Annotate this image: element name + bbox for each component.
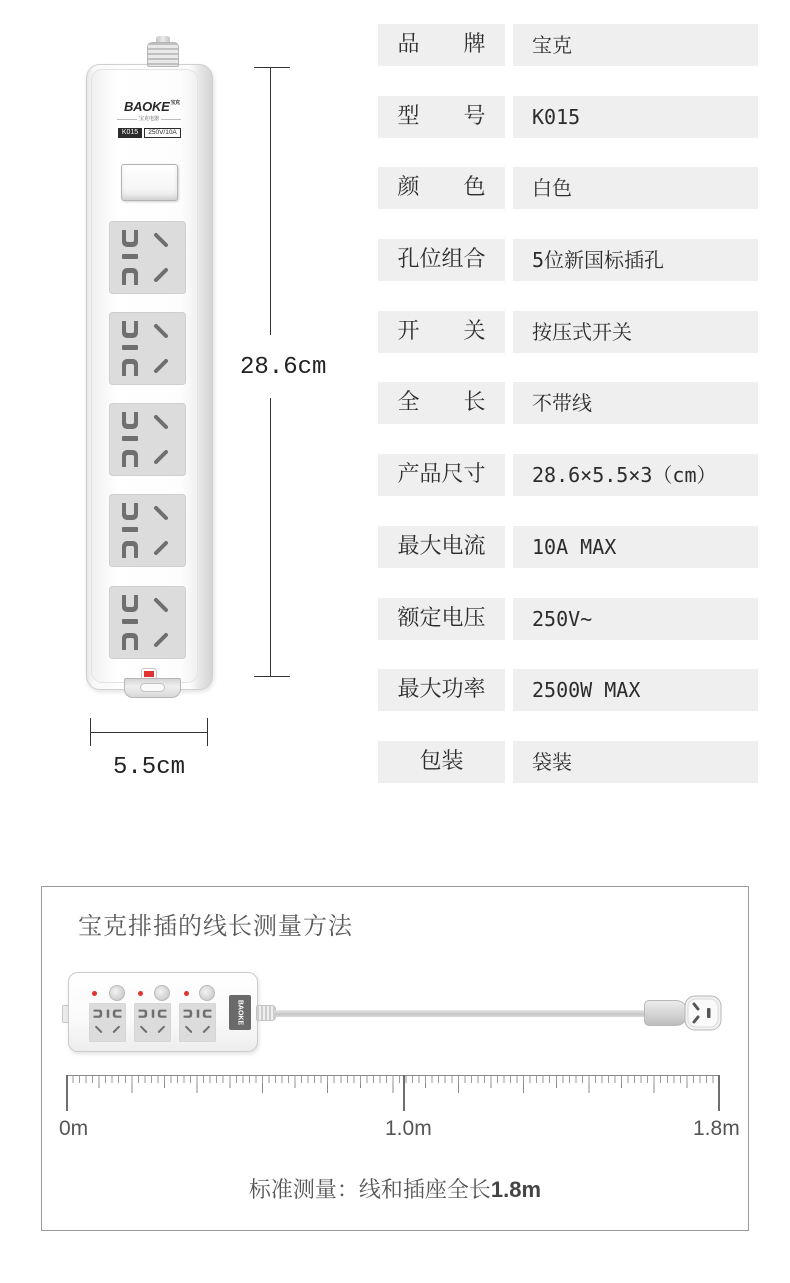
length-dimension-line-upper [270, 67, 271, 335]
spec-label-color: 颜 色 [378, 167, 505, 209]
spec-value-max-current: 10A MAX [513, 526, 758, 568]
measurement-note-text: 标准测量：线和插座全长 [248, 1178, 491, 1203]
socket [88, 1003, 127, 1042]
spec-value-rated-voltage: 250V~ [513, 598, 758, 640]
round-switch [154, 985, 170, 1001]
strip-brand-label [229, 995, 251, 1030]
socket-icon [88, 1003, 127, 1042]
indicator-light [92, 991, 97, 996]
power-switch [121, 164, 178, 201]
plug-face-icon [684, 995, 722, 1031]
spec-value-max-power: 2500W MAX [513, 669, 758, 711]
spec-value-color: 白色 [513, 167, 758, 209]
plug-icon [684, 995, 722, 1031]
socket-icon [109, 403, 186, 476]
brand-logo-subtitle [123, 116, 175, 122]
spec-value-length: 不带线 [513, 382, 758, 424]
brand-logo-cn: 宝克 [170, 100, 180, 106]
round-switch [109, 985, 125, 1001]
spec-label-max-power: 最大功率 [378, 669, 505, 711]
measurement-note-value: 1.8m [490, 1177, 542, 1202]
socket [178, 1003, 217, 1042]
length-dimension-cap-bottom [254, 676, 290, 677]
round-switch [199, 985, 215, 1001]
power-cord [274, 1010, 648, 1017]
spec-value-switch: 按压式开关 [513, 311, 758, 353]
width-dimension-label: 5.5cm [113, 754, 186, 781]
length-dimension-cap-top [254, 67, 290, 68]
power-strip-horizontal [68, 972, 258, 1052]
socket-1 [109, 221, 186, 294]
spec-table [378, 24, 758, 783]
width-dimension-cap-right [207, 718, 208, 746]
socket-2 [109, 312, 186, 385]
spec-label-length: 全 长 [378, 382, 505, 424]
indicator-light [138, 991, 143, 996]
cord-clip-hole [140, 683, 165, 692]
ruler-marker-middle [403, 1075, 405, 1111]
ruler-label-start: 0m [59, 1117, 89, 1140]
cord-strain-relief [147, 42, 179, 67]
brand-logo [124, 99, 180, 114]
measurement-title: 宝克排插的线长测量方法 [78, 912, 353, 940]
socket-icon [109, 494, 186, 567]
ruler-label-middle: 1.0m [385, 1117, 432, 1140]
spec-value-brand: 宝克 [513, 24, 758, 66]
spec-value-sockets: 5位新国标插孔 [513, 239, 758, 281]
ruler-label-end: 1.8m [693, 1117, 740, 1140]
brand-logo-subtitle-text: 宝克电器 [138, 116, 159, 122]
socket [133, 1003, 172, 1042]
indicator-light [184, 991, 189, 996]
spec-label-sockets: 孔位组合 [378, 239, 505, 281]
socket-3 [109, 403, 186, 476]
spec-label-packaging: 包装 [378, 741, 505, 783]
width-dimension-cap-left [90, 718, 91, 746]
socket-4 [109, 494, 186, 567]
measurement-panel [41, 886, 749, 1231]
spec-value-packaging: 袋装 [513, 741, 758, 783]
ruler-marker-start [66, 1075, 68, 1111]
brand-logo-text: BAOKE [124, 99, 170, 114]
spec-label-rated-voltage: 额定电压 [378, 598, 505, 640]
power-strip-vertical [86, 64, 213, 690]
width-dimension-line [90, 732, 208, 733]
spec-label-size: 产品尺寸 [378, 454, 505, 496]
cord-strain-relief [256, 1005, 276, 1021]
strip-brand-label-text: BAOKE [236, 999, 244, 1026]
spec-label-max-current: 最大电流 [378, 526, 505, 568]
spec-label-switch: 开 关 [378, 311, 505, 353]
model-tag: K015 [118, 128, 142, 138]
cord-clip [124, 678, 181, 698]
ruler [66, 1075, 719, 1095]
length-dimension-label: 28.6cm [240, 354, 327, 381]
socket-5 [109, 586, 186, 659]
spec-label-brand: 品 牌 [378, 24, 505, 66]
socket-icon [109, 221, 186, 294]
rating-tag: 250V/10A [144, 128, 181, 138]
plug-body [644, 1000, 688, 1026]
spec-value-size: 28.6×5.5×3（cm） [513, 454, 758, 496]
socket-icon [178, 1003, 217, 1042]
socket-icon [109, 586, 186, 659]
length-dimension-line-lower [270, 398, 271, 676]
spec-value-model: K015 [513, 96, 758, 138]
socket-icon [109, 312, 186, 385]
socket-icon [133, 1003, 172, 1042]
measurement-note [42, 1176, 748, 1205]
spec-label-model: 型 号 [378, 96, 505, 138]
ruler-marker-end [718, 1075, 720, 1111]
